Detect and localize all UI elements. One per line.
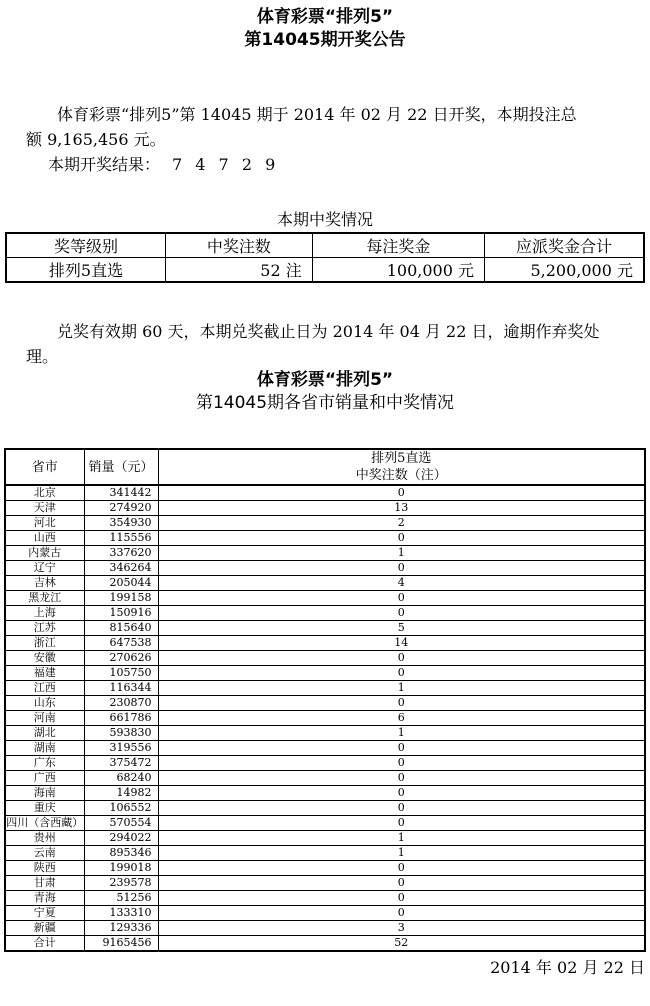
cell-count: 0 (158, 606, 645, 621)
cell-count: 0 (158, 591, 645, 606)
cell-sales: 115556 (84, 531, 158, 546)
cell-province: 广西 (5, 771, 84, 786)
cell-province: 宁夏 (5, 906, 84, 921)
cell-count: 13 (158, 501, 645, 516)
cell-count: 0 (158, 861, 645, 876)
prize-cell-total: 5,200,000 元 (484, 258, 644, 283)
cell-province: 辽宁 (5, 561, 84, 576)
prize-count-header-line1: 排列5直选 (371, 451, 432, 466)
table-row (5, 726, 645, 741)
table-row (5, 741, 645, 756)
prize-header-total: 应派奖金合计 (484, 233, 644, 258)
cell-province: 安徽 (5, 651, 84, 666)
cell-province: 内蒙古 (5, 546, 84, 561)
cell-sales: 337620 (84, 546, 158, 561)
cell-province: 江苏 (5, 621, 84, 636)
cell-sales: 106552 (84, 801, 158, 816)
prize-header-level: 奖等级别 (6, 233, 166, 258)
cell-sales: 270626 (84, 651, 158, 666)
table-row (5, 681, 645, 696)
cell-sales: 9165456 (84, 936, 158, 952)
cell-province: 江西 (5, 681, 84, 696)
cell-sales: 895346 (84, 846, 158, 861)
cell-province: 云南 (5, 846, 84, 861)
cell-province: 海南 (5, 786, 84, 801)
table-row (5, 861, 645, 876)
cell-sales: 239578 (84, 876, 158, 891)
cell-sales: 51256 (84, 891, 158, 906)
cell-province: 四川（含西藏） (6, 816, 84, 829)
cell-province: 新疆 (5, 921, 84, 936)
cell-province: 吉林 (5, 576, 84, 591)
cell-sales: 274920 (84, 501, 158, 516)
cell-province: 陕西 (5, 861, 84, 876)
cell-province: 广东 (5, 756, 84, 771)
cell-province: 山东 (5, 696, 84, 711)
redeem-line2: 理。 (26, 347, 59, 366)
draw-result-label: 本期开奖结果： (48, 155, 161, 174)
prize-table-data-row (6, 258, 644, 283)
cell-province: 福建 (5, 666, 84, 681)
cell-sales: 570554 (84, 816, 158, 831)
table-row (5, 846, 645, 861)
cell-count: 0 (158, 771, 645, 786)
cell-sales: 661786 (84, 711, 158, 726)
table-row (5, 576, 645, 591)
cell-sales: 205044 (84, 576, 158, 591)
cell-province: 上海 (5, 606, 84, 621)
province-table-header-row (5, 449, 645, 485)
prize-summary-table (5, 232, 645, 283)
table-row (5, 621, 645, 636)
cell-count: 0 (158, 696, 645, 711)
cell-province: 北京 (5, 485, 84, 501)
cell-count: 0 (158, 531, 645, 546)
prize-count-header (158, 449, 645, 485)
province-header: 省市 (5, 449, 84, 485)
table-row (5, 591, 645, 606)
doc-title-line2: 第14045期开奖公告 (244, 30, 406, 50)
cell-count: 0 (158, 485, 645, 501)
cell-sales: 815640 (84, 621, 158, 636)
cell-sales: 129336 (84, 921, 158, 936)
table-row (5, 876, 645, 891)
cell-sales: 294022 (84, 831, 158, 846)
table-row (5, 816, 645, 831)
cell-count: 0 (158, 891, 645, 906)
prize-count-header-line2: 中奖注数（注） (355, 468, 447, 483)
cell-sales: 105750 (84, 666, 158, 681)
cell-sales: 341442 (84, 485, 158, 501)
table-row (5, 485, 645, 501)
sales-header: 销量（元） (84, 449, 158, 485)
cell-sales: 116344 (84, 681, 158, 696)
table-row (5, 546, 645, 561)
winning-numbers: 7 4 7 2 9 (172, 155, 280, 174)
cell-province: 山西 (5, 531, 84, 546)
cell-count: 52 (158, 936, 645, 952)
table-row (5, 921, 645, 936)
redeem-line1: 兑奖有效期 60 天，本期兑奖截止日为 2014 年 04 月 22 日，逾期作弃奖处 (57, 322, 600, 341)
cell-count: 0 (158, 786, 645, 801)
cell-count: 1 (158, 726, 645, 741)
table-row (5, 606, 645, 621)
table-row (5, 516, 645, 531)
cell-province: 青海 (5, 891, 84, 906)
cell-count: 0 (158, 876, 645, 891)
intro-line2: 额 9,165,456 元。 (26, 130, 166, 149)
cell-count: 1 (158, 846, 645, 861)
cell-province: 甘肃 (5, 876, 84, 891)
doc-title-line1: 体育彩票“排列5” (256, 7, 394, 27)
cell-count: 0 (158, 801, 645, 816)
table-row (5, 561, 645, 576)
cell-count: 0 (158, 816, 645, 831)
table-row (5, 906, 645, 921)
province-sales-table (4, 448, 646, 952)
cell-sales: 199018 (84, 861, 158, 876)
table-row (5, 531, 645, 546)
province-table-body (5, 485, 645, 951)
cell-count: 5 (158, 621, 645, 636)
cell-sales: 647538 (84, 636, 158, 651)
table-row (5, 771, 645, 786)
cell-sales: 319556 (84, 741, 158, 756)
cell-count: 0 (158, 741, 645, 756)
cell-count: 0 (158, 666, 645, 681)
table-row (5, 501, 645, 516)
table-row (5, 891, 645, 906)
cell-count: 1 (158, 681, 645, 696)
cell-province: 天津 (5, 501, 84, 516)
cell-count: 6 (158, 711, 645, 726)
cell-count: 2 (158, 516, 645, 531)
cell-sales: 14982 (84, 786, 158, 801)
prize-table-header-row (6, 233, 644, 258)
cell-count: 3 (158, 921, 645, 936)
cell-province: 湖北 (5, 726, 84, 741)
prize-header-amount: 每注奖金 (312, 233, 484, 258)
section2-title-line1: 体育彩票“排列5” (256, 370, 394, 390)
lottery-announcement-document (0, 6, 650, 1006)
cell-count: 0 (158, 756, 645, 771)
prize-cell-count: 52 注 (166, 258, 313, 283)
cell-sales: 375472 (84, 756, 158, 771)
cell-province: 河南 (5, 711, 84, 726)
redeem-paragraph (0, 319, 650, 369)
cell-count: 14 (158, 636, 645, 651)
table-row (5, 786, 645, 801)
cell-province: 浙江 (5, 636, 84, 651)
cell-sales: 150916 (84, 606, 158, 621)
draw-result-line (26, 152, 636, 177)
cell-sales: 230870 (84, 696, 158, 711)
document-date: 2014 年 02 月 22 日 (490, 958, 645, 977)
table-row (5, 831, 645, 846)
cell-province: 黑龙江 (5, 591, 84, 606)
table-row (5, 696, 645, 711)
cell-sales: 354930 (84, 516, 158, 531)
table-row (5, 936, 645, 952)
table-row (5, 636, 645, 651)
cell-province: 贵州 (5, 831, 84, 846)
cell-count: 1 (158, 546, 645, 561)
prize-header-count: 中奖注数 (166, 233, 313, 258)
cell-sales: 68240 (84, 771, 158, 786)
cell-count: 1 (158, 831, 645, 846)
cell-province: 河北 (5, 516, 84, 531)
cell-province: 合计 (5, 936, 84, 952)
prize-cell-level: 排列5直选 (6, 258, 166, 283)
cell-count: 0 (158, 561, 645, 576)
table-row (5, 711, 645, 726)
table-row (5, 801, 645, 816)
table-row (5, 651, 645, 666)
cell-province: 湖南 (5, 741, 84, 756)
section2-title-line2: 第14045期各省市销量和中奖情况 (195, 393, 455, 413)
cell-sales: 199158 (84, 591, 158, 606)
prize-cell-amount: 100,000 元 (312, 258, 484, 283)
table-row (5, 666, 645, 681)
cell-sales: 133310 (84, 906, 158, 921)
cell-sales: 593830 (84, 726, 158, 741)
intro-line1: 体育彩票“排列5”第 14045 期于 2014 年 02 月 22 日开奖，本期投注总 (57, 105, 577, 124)
cell-province: 重庆 (5, 801, 84, 816)
cell-count: 0 (158, 906, 645, 921)
prize-table-caption: 本期中奖情况 (276, 210, 373, 229)
cell-count: 4 (158, 576, 645, 591)
cell-count: 0 (158, 651, 645, 666)
intro-paragraph (0, 102, 650, 177)
cell-sales: 346264 (84, 561, 158, 576)
table-row (5, 756, 645, 771)
